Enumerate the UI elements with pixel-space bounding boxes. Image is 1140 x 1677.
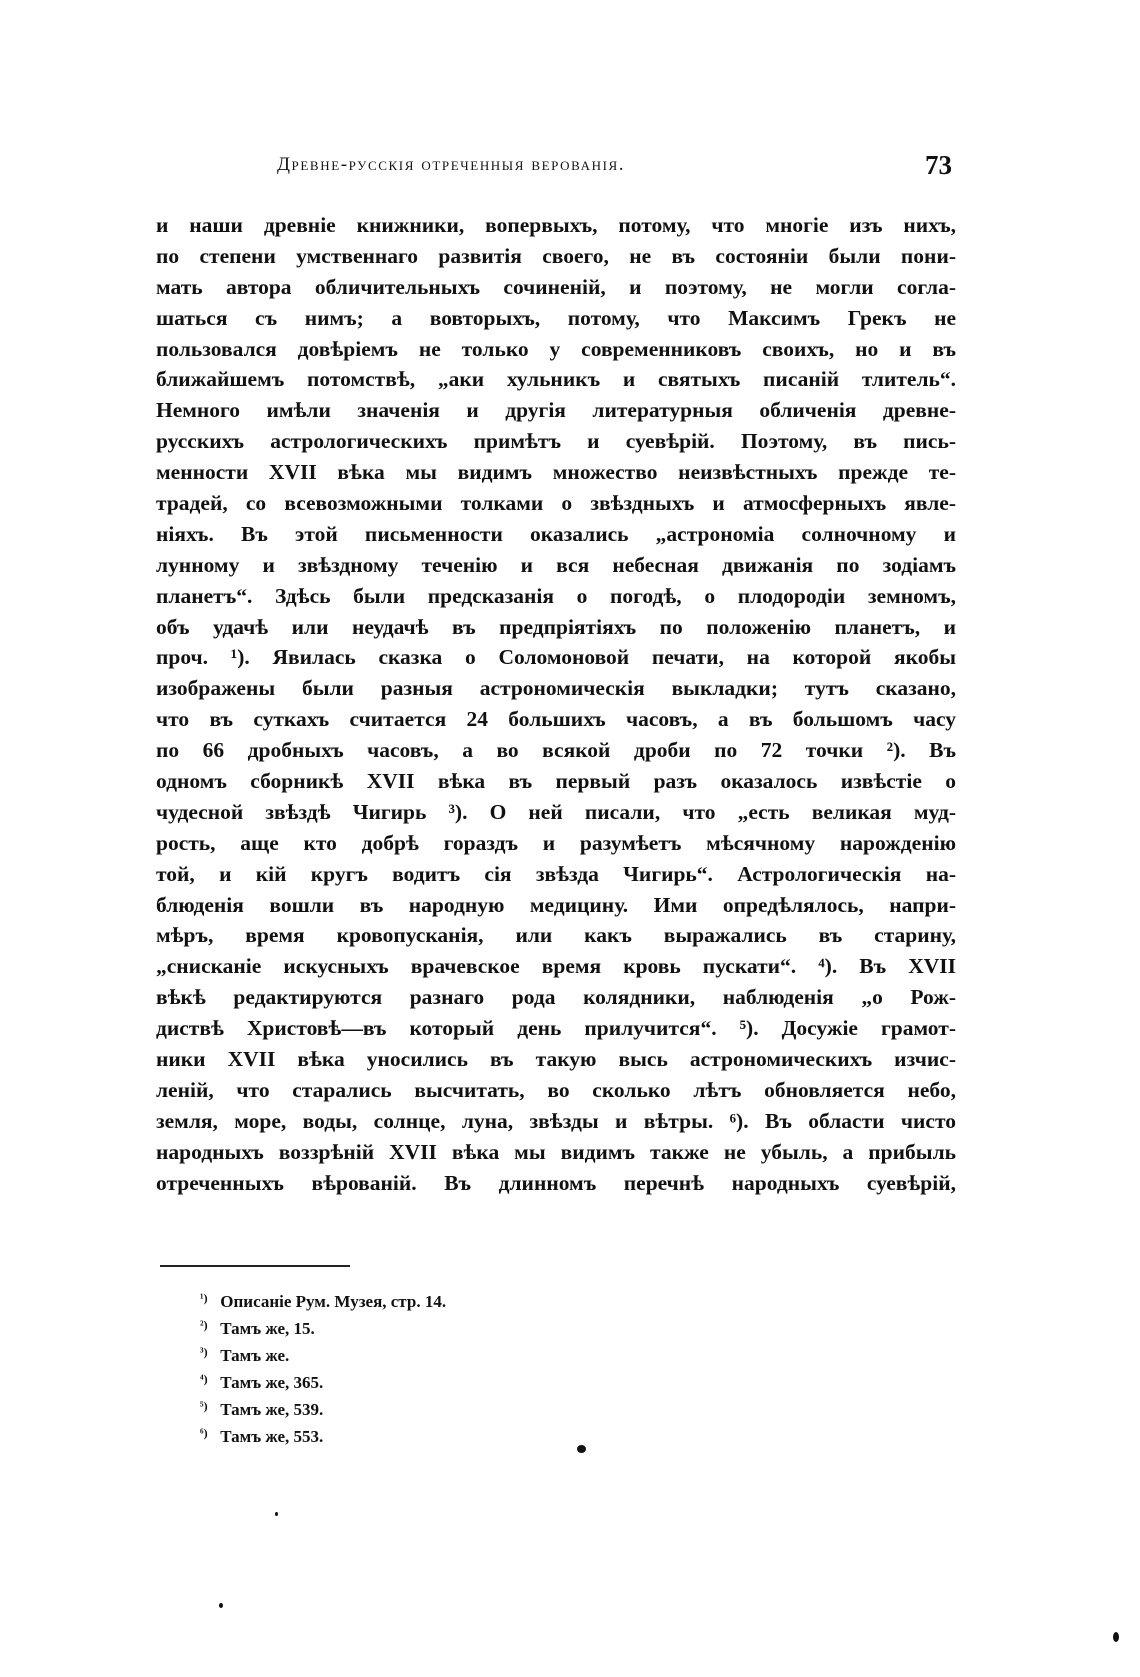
text-line: объ удачѣ или неудачѣ въ предпріятіяхъ по положенію планетъ, и — [156, 614, 956, 639]
ink-speck — [219, 1603, 223, 1608]
footnote-marker: ²) — [200, 1318, 208, 1332]
text-line: одномъ сборникѣ XVII вѣка въ первый разъ оказалось извѣстіе о — [156, 769, 956, 794]
text-line: менности XVII вѣка мы видимъ множество неизвѣстныхъ прежде те- — [156, 460, 956, 485]
text-line: леній, что старались высчитать, во сколько лѣтъ обновляется небо, — [156, 1077, 956, 1102]
footnote-item — [200, 1339, 700, 1366]
text-line: ніяхъ. Въ этой письменности оказались „астрономіа солночному и — [156, 521, 956, 546]
text-line: блюденія вошли въ народную медицину. Ими опредѣлялось, напри- — [156, 892, 956, 917]
footnote-marker: ⁵) — [200, 1399, 208, 1413]
text-line: традей, со всевозможными толками о звѣздныхъ и атмосферныхъ явле- — [156, 491, 956, 516]
text-line: по 66 дробныхъ часовъ, а во всякой дроби по 72 точки ²). Въ — [156, 738, 956, 763]
text-line: и наши древніе книжники, вопервыхъ, потому, что многіе изъ нихъ, — [156, 213, 956, 237]
footnote-text: Тамъ же, 539. — [220, 1400, 324, 1419]
text-line: ники XVII вѣка уносились въ такую высь астрономическихъ изчис- — [156, 1047, 956, 1072]
text-line: той, и кій кругъ водитъ сія звѣзда Чигирь“. Астрологическія на- — [156, 861, 956, 886]
page-number: 73 — [925, 150, 952, 180]
ink-speck — [275, 1512, 278, 1516]
footnote-text: Тамъ же, 365. — [220, 1373, 324, 1392]
text-line: земля, море, воды, солнце, луна, звѣзды и вѣтры. ⁶). Въ области чисто — [156, 1108, 956, 1133]
text-line: народныхъ воззрѣній XVII вѣка мы видимъ также не убыль, а прибыль — [156, 1139, 956, 1164]
text-line: пользовался довѣріемъ не только у современниковъ своихъ, но и въ — [156, 336, 956, 361]
text-line: планетъ“. Здѣсь были предсказанія о погодѣ, о плодородіи земномъ, — [156, 583, 956, 608]
footnote-item — [200, 1312, 700, 1339]
text-line: ближайшемъ потомствѣ, „аки хульникъ и святыхъ писаній тлитель“. — [156, 367, 956, 392]
footnote-marker: ¹) — [200, 1291, 208, 1305]
text-line: по степени умственнаго развитія своего, не въ состояніи были пони- — [156, 243, 956, 268]
text-line: диствѣ Христовѣ—въ который день прилучится“. ⁵). Досужіе грамот- — [156, 1016, 956, 1041]
text-line: отреченныхъ вѣрованій. Въ длинномъ перечнѣ народныхъ суевѣрій, — [156, 1170, 956, 1195]
footnote-marker: ⁴) — [200, 1372, 208, 1386]
text-line: рость, аще кто добрѣ гораздъ и разумѣетъ мѣсячному нарожденію — [156, 830, 956, 855]
footnote-marker: ⁶) — [200, 1426, 208, 1440]
footnote-item — [200, 1366, 700, 1393]
ink-speck — [577, 1445, 586, 1453]
running-title: Древне-русскія отреченныя верованія. — [277, 154, 626, 175]
text-line: Немного имѣли значенія и другія литературныя обличенія древне- — [156, 398, 956, 423]
footnotes — [200, 1285, 700, 1447]
text-line: русскихъ астрологическихъ примѣтъ и суевѣрій. Поэтому, въ пись- — [156, 429, 956, 454]
footnote-text: Тамъ же, 553. — [220, 1427, 324, 1446]
text-line: чудесной звѣздѣ Чигирь ³). О ней писали, что „есть великая муд- — [156, 799, 956, 824]
text-line: что въ суткахъ считается 24 большихъ часовъ, а въ большомъ часу — [156, 707, 956, 732]
body-text — [156, 210, 956, 1199]
text-line: шаться съ нимъ; а вовторыхъ, потому, что Максимъ Грекъ не — [156, 305, 956, 330]
text-line: проч. ¹). Явилась сказка о Соломоновой печати, на которой якобы — [156, 645, 956, 670]
footnote-rule — [160, 1265, 350, 1267]
text-line: вѣкѣ редактируются разнаго рода колядники, наблюденія „о Рож- — [156, 985, 956, 1010]
footnote-item — [200, 1420, 700, 1447]
text-line: мать автора обличительныхъ сочиненій, и поэтому, не могли согла- — [156, 274, 956, 299]
footnote-text: Описаніе Рум. Музея, стр. 14. — [220, 1292, 447, 1311]
text-line: „снисканіе искусныхъ врачевское время кровь пускати“. ⁴). Въ XVII — [156, 954, 956, 979]
text-line: лунному и звѣздному теченію и вся небесная движанія по зодіамъ — [156, 552, 956, 577]
text-line: мѣръ, время кровопусканія, или какъ выражались въ старину, — [156, 923, 956, 948]
footnote-text: Тамъ же, 15. — [220, 1319, 315, 1338]
text-line: изображены были разныя астрономическія выкладки; тутъ сказано, — [156, 676, 956, 701]
running-header — [277, 150, 952, 186]
footnote-item — [200, 1393, 700, 1420]
footnote-marker: ³) — [200, 1345, 208, 1359]
footnote-item — [200, 1285, 700, 1312]
footnote-text: Тамъ же. — [220, 1346, 290, 1365]
ink-speck — [1113, 1632, 1119, 1642]
